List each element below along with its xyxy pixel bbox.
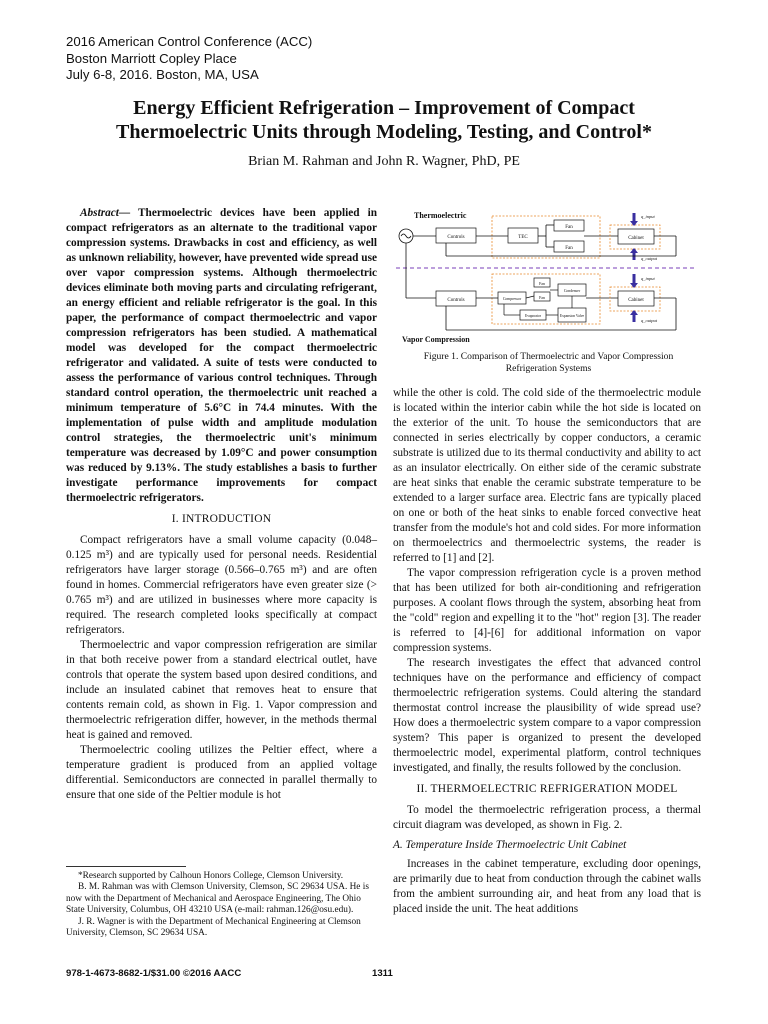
page-number: 1311 — [372, 968, 393, 979]
paper-title — [60, 96, 708, 144]
te-fan-bottom-label: Fan — [565, 246, 573, 251]
te-fan-top-label: Fan — [565, 225, 573, 230]
te-cabinet-label: Cabinet — [628, 236, 644, 241]
vc-controls-label: Controls — [447, 298, 465, 303]
figure-label-vapor: Vapor Compression — [402, 335, 470, 344]
vc-q-input-label: q_input — [641, 276, 655, 281]
left-column — [66, 206, 377, 803]
expansion-valve-label: Expansion Valve — [559, 314, 585, 318]
isbn-footer: 978-1-4673-8682-1/$31.00 ©2016 AACC — [66, 968, 242, 979]
compressor-label: Compressor — [502, 297, 522, 301]
conference-date: July 6-8, 2016. Boston, MA, USA — [66, 67, 259, 82]
figure-1-diagram — [396, 208, 696, 344]
intro-paragraph-2: Thermoelectric and vapor compression refrigeration are similar in that both receive power from a standard electrical outlet, have controls that operate the system based upon desired conditions, and include an insulated cabinet that removes heat to ensure that contents remain cold, as shown in Fig. 1. Vapor compression and thermoelectric refrigeration differ, however, in the methods thermal heat is gained and removed. — [66, 639, 377, 741]
te-controls-label: Controls — [447, 235, 465, 240]
evaporator-label: Evaporator — [525, 314, 541, 318]
footnote-2: B. M. Rahman was with Clemson University, Clemson, SC 29634 USA. He is now with the Department of Mechanical and Aerospace Engineering, The Ohio State University, Columbus, OH 43210 USA (e-mail: rahman.126@osu.edu). — [66, 882, 369, 916]
footnote-3: J. R. Wagner is with the Department of Mechanical Engineering at Clemson University, Clemson, SC 29634 USA. — [66, 916, 361, 939]
condenser-label: Condenser — [563, 289, 581, 293]
section-heading-model: II. THERMOELECTRIC REFRIGERATION MODEL — [416, 783, 678, 795]
te-q-input-label: q_input — [641, 214, 655, 219]
vc-q-output-label: q_output — [641, 318, 658, 323]
figure-caption-line-2: Refrigeration Systems — [505, 363, 592, 374]
authors: Brian M. Rahman and John R. Wagner, PhD, PE — [248, 154, 520, 169]
right-paragraph-4: To model the thermoelectric refrigeration process, a thermal circuit diagram was developed, as shown in Fig. 2. — [393, 804, 701, 831]
te-q-output-label: q_output — [641, 256, 658, 261]
abstract-lead: Abstract— — [80, 207, 131, 219]
figure-caption — [396, 351, 701, 375]
footnote-1: *Research supported by Calhoun Honors College, Clemson University. — [78, 871, 344, 881]
title-line-1: Energy Efficient Refrigeration – Improvement of Compact — [133, 97, 635, 119]
subsection-heading-a: A. Temperature Inside Thermoelectric Unit Cabinet — [393, 839, 627, 851]
section-heading-introduction: I. INTRODUCTION — [171, 513, 272, 525]
right-paragraph-2: The vapor compression refrigeration cycle is a proven method that has been utilized for both air-conditioning and refrigeration purposes. A coolant flows through the system, absorbing heat from the "cold" region and expelling it to the "hot" region [3]. The reader is referred to [4]-[6] for additional information on vapor compression systems. — [393, 567, 701, 654]
footnote-rule — [66, 866, 186, 867]
ac-wave-icon — [401, 234, 411, 238]
conference-name: 2016 American Control Conference (ACC) — [66, 34, 313, 49]
right-column — [393, 386, 701, 917]
vc-fan-mid-label: Fan — [539, 296, 545, 300]
figure-label-thermoelectric: Thermoelectric — [414, 211, 467, 220]
abstract — [66, 206, 377, 506]
footnotes — [66, 866, 377, 939]
conference-venue: Boston Marriott Copley Place — [66, 50, 237, 66]
tec-label: TEC — [518, 235, 528, 240]
vc-fan-top-label: Fan — [539, 282, 545, 286]
right-paragraph-3: The research investigates the effect that advanced control techniques have on the performance and efficiency of compact thermoelectric refrigeration systems. Could altering the standard thermostat control increase the plausibility of wide spread use? How does a thermoelectric system compare to a vapor compression system? This paper is organized to present the developed thermoelectric model, experimental platform, control techniques investigated, and finally, the results followed by the conclusion. — [393, 657, 701, 774]
title-line-2: Thermoelectric Units through Modeling, Testing, and Control* — [116, 121, 652, 143]
conference-info — [66, 34, 312, 84]
right-paragraph-5: Increases in the cabinet temperature, excluding door openings, are primarily due to heat from conduction through the cabinet walls from the ambient surrounding air, and heat from any load that is placed inside the unit. The heat additions — [393, 858, 701, 915]
intro-paragraph-1: Compact refrigerators have a small volume capacity (0.048–0.125 m³) and are typically used for personal needs. Residential refrigerators have larger storage (0.566–0.765 m³) and are often found in homes. Commercial refrigerators have even greater size (> 0.765 m³) and are utilized in businesses where more capacity is required. The research completed looks specifically at compact refrigerators. — [66, 534, 377, 636]
intro-paragraph-3: Thermoelectric cooling utilizes the Peltier effect, where a temperature gradient is produced from an applied voltage differential. Semiconductors are connected in parallel thermally to ensure that one side of the Peltier module is hot — [66, 744, 377, 801]
figure-caption-line-1: Figure 1. Comparison of Thermoelectric and Vapor Compression — [423, 351, 674, 362]
vc-cabinet-label: Cabinet — [628, 298, 644, 303]
right-paragraph-1: while the other is cold. The cold side of the thermoelectric module is located within the interior cabin while the hot side is located on the exterior of the unit. To house the semiconductors that are connected in series electrically by copper conductors, a ceramic substrate is utilized due to its thermal conductivity and ability to act as an insulator electrically. On either side of the ceramic substrate are heat sinks that enable the ceramic substrate temperature to be extended to a larger surface area. Electric fans are typically placed on one or both of the heat sinks to enable forced convective heat transfer from the module's hot and cold sides. For more information on thermoelectrics and thermoelectric systems, the reader is referred to [1] and [2]. — [393, 387, 701, 564]
abstract-text: Thermoelectric devices have been applied in compact refrigerators as an alternate to the traditional vapor compression systems. Drawbacks in cost and efficiency, as well as unknown reliability, however, have prevented wide spread use over vapor compression systems. Although thermoelectric devices eliminate both moving parts and circulating refrigerant, an energy efficient and reliable refrigerator is the goal. In this paper, the performance of compact thermoelectric and vapor compression refrigerators has been studied. A mathematical model was developed for the compact thermoelectric refrigerator and validated. A suite of tests were conducted to assess the performance of various control techniques. Through standard control operation, the thermoelectric unit reached a minimum temperature of 5.6°C in 74.4 minutes. With the implementation of pulse width and amplitude modulation control strategies, the thermoelectric unit's minimum temperature was decreased by 1.09°C and power consumption was reduced by 9.13%. The study establishes a basis to further investigate performance improvements for compact thermoelectric refrigerators. — [66, 207, 377, 504]
